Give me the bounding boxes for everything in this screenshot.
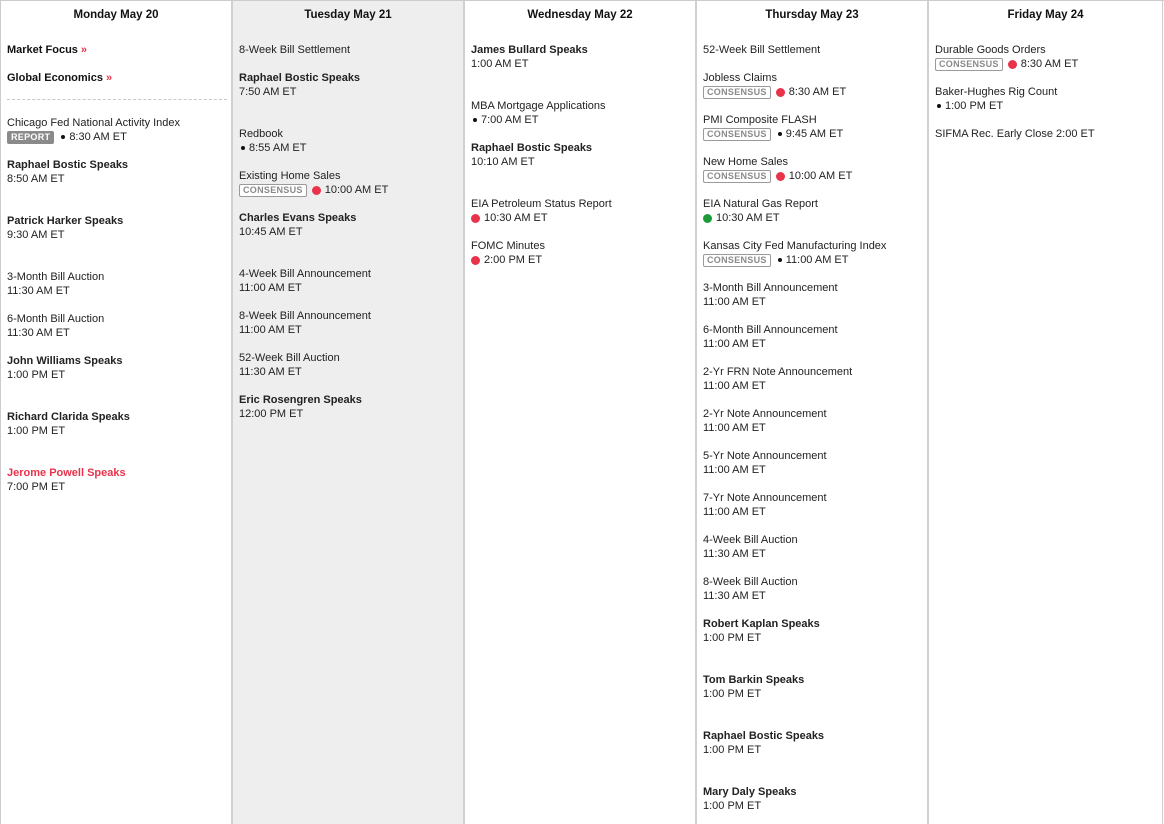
day-column-wednesday [465, 1, 697, 824]
global-economics-link-row[interactable] [7, 71, 227, 85]
event-item[interactable] [703, 323, 923, 351]
event-title[interactable]: 2-Yr Note Announcement [703, 408, 827, 420]
low-importance-dot-icon [61, 135, 65, 139]
event-time: 10:30 AM ET [716, 212, 780, 224]
event-item[interactable] [703, 43, 923, 57]
event-time: 7:00 AM ET [481, 114, 539, 126]
low-importance-dot-icon [937, 104, 941, 108]
day-header: Tuesday May 21 [304, 9, 392, 21]
event-time: 11:00 AM ET [703, 464, 766, 476]
low-importance-dot-icon [778, 258, 782, 262]
event-item[interactable] [7, 354, 227, 382]
event-item[interactable] [239, 71, 459, 99]
event-time: 11:30 AM ET [703, 548, 766, 560]
event-title[interactable]: EIA Natural Gas Report [703, 198, 818, 210]
event-item[interactable] [935, 85, 1158, 113]
event-title[interactable]: SIFMA Rec. Early Close 2:00 ET [935, 128, 1095, 140]
high-importance-dot-icon [471, 214, 480, 223]
event-time: 11:00 AM ET [239, 282, 302, 294]
day-header: Thursday May 23 [765, 9, 859, 21]
event-time: 11:00 AM ET [239, 324, 302, 336]
event-time: 8:30 AM ET [788, 86, 847, 98]
market-focus-link-row[interactable] [7, 43, 227, 57]
event-title[interactable]: 4-Week Bill Auction [703, 534, 798, 546]
event-time: 11:30 AM ET [239, 366, 302, 378]
event-title[interactable]: Eric Rosengren Speaks [239, 394, 362, 406]
event-title[interactable]: 52-Week Bill Settlement [703, 44, 821, 56]
event-title[interactable]: 3-Month Bill Announcement [703, 282, 838, 294]
event-item[interactable] [703, 407, 923, 435]
high-importance-dot-icon [312, 186, 321, 195]
event-item[interactable] [7, 410, 227, 438]
event-item[interactable] [239, 267, 459, 295]
day-header: Monday May 20 [73, 9, 159, 21]
event-title[interactable]: 6-Month Bill Announcement [703, 324, 838, 336]
event-title[interactable]: Mary Daly Speaks [703, 786, 797, 798]
event-item[interactable] [935, 43, 1158, 71]
event-item[interactable] [239, 211, 459, 239]
event-time: 1:00 PM ET [945, 100, 1004, 112]
event-title[interactable]: Patrick Harker Speaks [7, 215, 124, 227]
event-time: 10:30 AM ET [484, 212, 548, 224]
event-time: 7:00 PM ET [7, 481, 66, 493]
day-column-monday [1, 1, 233, 824]
event-item[interactable] [703, 113, 923, 141]
event-item[interactable] [703, 197, 923, 225]
event-item[interactable] [7, 270, 227, 298]
event-time: 11:00 AM ET [703, 380, 766, 392]
global-economics-link[interactable]: Global Economics [7, 72, 103, 84]
event-title[interactable]: Robert Kaplan Speaks [703, 618, 820, 630]
event-title[interactable]: 7-Yr Note Announcement [703, 492, 827, 504]
day-column-tuesday [233, 1, 465, 824]
event-title[interactable]: MBA Mortgage Applications [471, 100, 606, 112]
high-importance-dot-icon [776, 172, 785, 181]
event-time: 8:50 AM ET [7, 173, 65, 185]
day-header: Friday May 24 [1007, 9, 1084, 21]
event-title[interactable]: Charles Evans Speaks [239, 212, 357, 224]
event-title[interactable]: Existing Home Sales [239, 170, 341, 182]
event-time: 11:30 AM ET [7, 285, 70, 297]
event-time: 11:00 AM ET [703, 338, 766, 350]
event-item[interactable] [703, 155, 923, 183]
event-title[interactable]: 52-Week Bill Auction [239, 352, 340, 364]
low-importance-dot-icon [241, 146, 245, 150]
event-title[interactable]: Chicago Fed National Activity Index [7, 117, 181, 129]
event-item[interactable] [7, 116, 227, 144]
report-badge[interactable]: REPORT [7, 131, 54, 144]
event-time: 1:00 PM ET [703, 632, 762, 644]
event-time: 11:00 AM ET [703, 422, 766, 434]
event-item[interactable] [7, 312, 227, 340]
event-time: 11:30 AM ET [7, 327, 70, 339]
event-title[interactable]: 8-Week Bill Auction [703, 576, 798, 588]
day-column-friday [929, 1, 1163, 824]
event-time: 11:00 AM ET [785, 254, 849, 266]
event-title[interactable]: James Bullard Speaks [471, 44, 588, 56]
day-header: Wednesday May 22 [527, 9, 633, 21]
event-item[interactable] [703, 533, 923, 561]
event-title[interactable]: Jobless Claims [703, 72, 777, 84]
consensus-badge[interactable]: CONSENSUS [239, 184, 307, 197]
event-time: 1:00 PM ET [7, 425, 66, 437]
event-item[interactable] [703, 491, 923, 519]
event-title[interactable]: Durable Goods Orders [935, 44, 1046, 56]
event-time: 1:00 PM ET [703, 800, 762, 812]
high-importance-dot-icon [776, 88, 785, 97]
event-title[interactable]: Raphael Bostic Speaks [7, 159, 129, 171]
event-item[interactable] [703, 729, 923, 757]
event-item[interactable] [7, 466, 227, 494]
event-item[interactable] [239, 309, 459, 337]
event-title[interactable]: Redbook [239, 128, 284, 140]
event-item[interactable] [703, 449, 923, 477]
event-title[interactable]: 3-Month Bill Auction [7, 271, 105, 283]
event-time: 9:45 AM ET [785, 128, 844, 140]
event-time: 11:30 AM ET [703, 590, 766, 602]
event-item[interactable] [703, 239, 923, 267]
consensus-badge[interactable]: CONSENSUS [703, 86, 771, 99]
event-item[interactable] [471, 239, 691, 267]
event-item[interactable] [471, 141, 691, 169]
event-time: 2:00 PM ET [484, 254, 543, 266]
event-time: 1:00 PM ET [7, 369, 66, 381]
event-item[interactable] [703, 785, 923, 813]
event-time: 9:30 AM ET [7, 229, 65, 241]
event-item[interactable] [471, 99, 691, 127]
chevron-right-icon: » [80, 44, 88, 56]
event-item[interactable] [239, 351, 459, 379]
event-time: 10:00 AM ET [788, 170, 853, 182]
event-time: 10:45 AM ET [239, 226, 303, 238]
event-title[interactable]: Raphael Bostic Speaks [703, 730, 825, 742]
event-title[interactable]: 5-Yr Note Announcement [703, 450, 827, 462]
event-item[interactable] [7, 214, 227, 242]
event-title[interactable]: PMI Composite FLASH [703, 114, 817, 126]
low-importance-dot-icon [473, 118, 477, 122]
event-time: 10:00 AM ET [324, 184, 389, 196]
event-title[interactable]: John Williams Speaks [7, 355, 123, 367]
event-time: 11:00 AM ET [703, 506, 766, 518]
event-item[interactable] [239, 393, 459, 421]
event-item[interactable] [7, 158, 227, 186]
consensus-badge[interactable]: CONSENSUS [935, 58, 1003, 71]
event-time: 10:10 AM ET [471, 156, 535, 168]
event-time: 8:30 AM ET [69, 131, 127, 143]
event-title[interactable]: FOMC Minutes [471, 240, 545, 252]
event-title[interactable]: 8-Week Bill Announcement [239, 310, 371, 322]
event-item[interactable] [239, 127, 459, 155]
event-item[interactable] [703, 71, 923, 99]
event-title[interactable]: Baker-Hughes Rig Count [935, 86, 1058, 98]
chevron-right-icon: » [105, 72, 113, 84]
consensus-badge[interactable]: CONSENSUS [703, 128, 771, 141]
event-title[interactable]: 4-Week Bill Announcement [239, 268, 371, 280]
market-focus-link[interactable]: Market Focus [7, 44, 78, 56]
event-item[interactable] [471, 197, 691, 225]
event-item[interactable] [703, 365, 923, 393]
event-item[interactable] [703, 281, 923, 309]
event-time: 12:00 PM ET [239, 408, 304, 420]
day-column-thursday [697, 1, 929, 824]
high-importance-dot-icon [471, 256, 480, 265]
event-item[interactable] [239, 169, 459, 197]
event-time: 8:55 AM ET [249, 142, 307, 154]
event-title[interactable]: 6-Month Bill Auction [7, 313, 105, 325]
event-title[interactable]: EIA Petroleum Status Report [471, 198, 612, 210]
event-time: 7:50 AM ET [239, 86, 297, 98]
event-time: 1:00 PM ET [703, 688, 762, 700]
event-item[interactable] [239, 43, 459, 57]
event-title[interactable]: Raphael Bostic Speaks [471, 142, 593, 154]
event-item[interactable] [935, 127, 1158, 141]
event-title[interactable]: Tom Barkin Speaks [703, 674, 805, 686]
event-title[interactable]: Richard Clarida Speaks [7, 411, 130, 423]
event-title[interactable]: Jerome Powell Speaks [7, 467, 126, 479]
event-time: 1:00 AM ET [471, 58, 529, 70]
event-item[interactable] [703, 617, 923, 645]
event-item[interactable] [703, 673, 923, 701]
event-title[interactable]: New Home Sales [703, 156, 788, 168]
event-time: 8:30 AM ET [1020, 58, 1079, 70]
event-item[interactable] [471, 43, 691, 71]
medium-importance-dot-icon [703, 214, 712, 223]
event-title[interactable]: Raphael Bostic Speaks [239, 72, 361, 84]
high-importance-dot-icon [1008, 60, 1017, 69]
event-item[interactable] [703, 575, 923, 603]
event-time: 1:00 PM ET [703, 744, 762, 756]
event-title[interactable]: 8-Week Bill Settlement [239, 44, 351, 56]
consensus-badge[interactable]: CONSENSUS [703, 170, 771, 183]
divider [7, 99, 227, 100]
consensus-badge[interactable]: CONSENSUS [703, 254, 771, 267]
low-importance-dot-icon [778, 132, 782, 136]
event-title[interactable]: 2-Yr FRN Note Announcement [703, 366, 853, 378]
event-time: 11:00 AM ET [703, 296, 766, 308]
event-title[interactable]: Kansas City Fed Manufacturing Index [703, 240, 887, 252]
